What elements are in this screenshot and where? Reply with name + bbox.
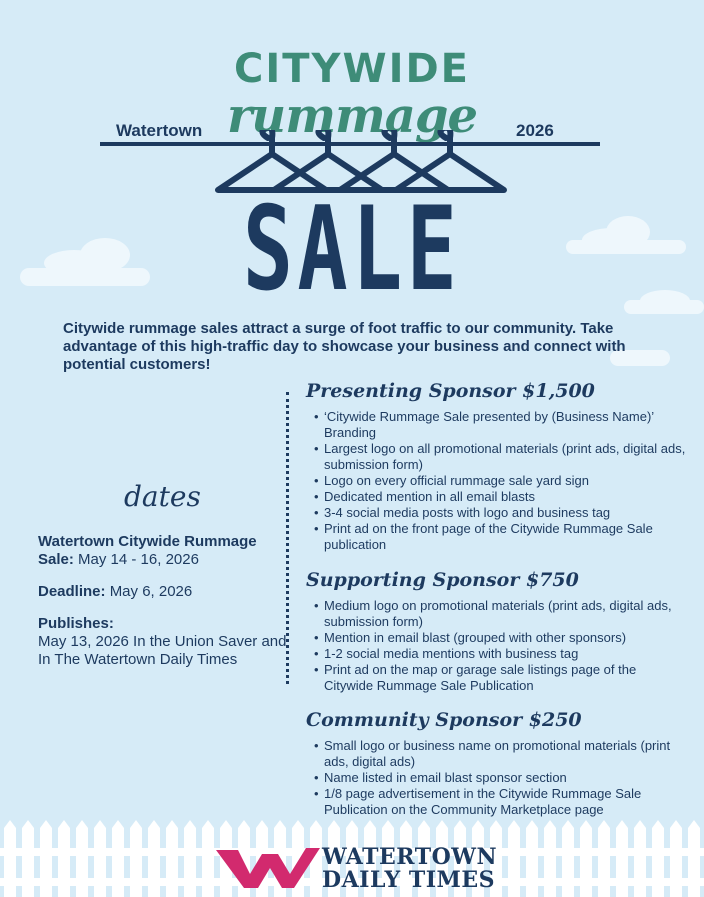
list-item: • Largest logo on all promotional materials (print ads, digital ads, submission form) <box>314 441 686 473</box>
logo-line-2: DAILY TIMES <box>322 867 496 893</box>
fence-picket <box>22 820 34 897</box>
fence-picket <box>148 820 160 897</box>
deadline <box>38 583 288 601</box>
logo-line-1: WATERTOWN <box>322 844 498 870</box>
sale-dates-label: Watertown Citywide Rummage Sale: <box>38 533 257 568</box>
title-rummage: rummage <box>227 88 477 144</box>
list-item: • ‘Citywide Rummage Sale presented by (Business Name)’ Branding <box>314 409 686 441</box>
tier-presenting <box>306 380 686 553</box>
deadline-label: Deadline: <box>38 583 106 600</box>
publishes-value: May 13, 2026 In the Union Saver and In The Watertown Daily Times <box>38 633 287 668</box>
hanger-icon <box>396 130 504 190</box>
fence-picket <box>616 820 628 897</box>
hanger-icon <box>218 130 326 190</box>
sale-dates <box>38 533 288 569</box>
hanger-icon <box>340 130 448 190</box>
publishes-label: Publishes: <box>38 615 114 632</box>
fence-picket <box>94 820 106 897</box>
title-sale: SALE <box>242 182 462 317</box>
list-item: • Mention in email blast (grouped with other sponsors) <box>314 630 686 646</box>
list-item: • Medium logo on promotional materials (print ads, digital ads, submission form) <box>314 598 686 630</box>
list-item: • Small logo or business name on promotional materials (print ads, digital ads) <box>314 738 686 770</box>
hanger-icon <box>274 130 382 190</box>
cloud <box>624 300 704 314</box>
fence-picket <box>508 820 520 897</box>
fence-picket <box>562 820 574 897</box>
fence-picket <box>58 820 70 897</box>
year-label: 2026 <box>516 121 554 140</box>
newspaper-logo-mark <box>216 844 320 892</box>
fence-picket <box>130 820 142 897</box>
fence-picket <box>202 820 214 897</box>
dates-heading: dates <box>124 480 201 513</box>
fence-picket <box>166 820 178 897</box>
tier-title: Community Sponsor $250 <box>306 709 582 731</box>
fence-picket <box>580 820 592 897</box>
tier-supporting <box>306 569 686 694</box>
newspaper-logo-text <box>322 846 497 892</box>
tier-benefits-list <box>314 738 686 818</box>
fence-picket <box>526 820 538 897</box>
city-label: Watertown <box>116 121 203 140</box>
list-item: • 3-4 social media posts with logo and business tag <box>314 505 686 521</box>
deadline-value: May 6, 2026 <box>109 583 193 600</box>
intro-paragraph: Citywide rummage sales attract a surge of foot traffic to our community. Take advantage of this high-traffic day to showcase your business and connect with potential customers! <box>63 320 626 373</box>
tier-title: Presenting Sponsor $1,500 <box>306 380 595 402</box>
fence-picket <box>634 820 646 897</box>
fence-picket <box>184 820 196 897</box>
list-item: • Name listed in email blast sponsor section <box>314 770 686 786</box>
tier-benefits-list <box>314 409 686 553</box>
title-citywide: CITYWIDE <box>233 46 471 92</box>
fence-picket <box>40 820 52 897</box>
fence-picket <box>4 820 16 897</box>
fence-picket <box>670 820 682 897</box>
list-item: • Dedicated mention in all email blasts <box>314 489 686 505</box>
list-item: • Print ad on the front page of the Citywide Rummage Sale publication <box>314 521 686 553</box>
list-item: • 1-2 social media mentions with business tag <box>314 646 686 662</box>
fence-picket <box>76 820 88 897</box>
list-item: • Logo on every official rummage sale yard sign <box>314 473 686 489</box>
fence-picket <box>112 820 124 897</box>
dates-block <box>38 533 288 683</box>
tier-title: Supporting Sponsor $750 <box>306 569 579 591</box>
publishes <box>38 615 288 669</box>
fence-picket <box>598 820 610 897</box>
dotted-divider <box>286 392 289 684</box>
list-item: • 1/8 page advertisement in the Citywide Rummage Sale Publication on the Community Marketplace page <box>314 786 686 818</box>
fence-picket <box>544 820 556 897</box>
fence-picket <box>652 820 664 897</box>
fence-picket <box>688 820 700 897</box>
list-item: • Print ad on the map or garage sale listings page of the Citywide Rummage Sale Publication <box>314 662 686 694</box>
tier-benefits-list <box>314 598 686 694</box>
sale-dates-value: May 14 - 16, 2026 <box>78 551 199 568</box>
tier-community <box>306 709 686 818</box>
